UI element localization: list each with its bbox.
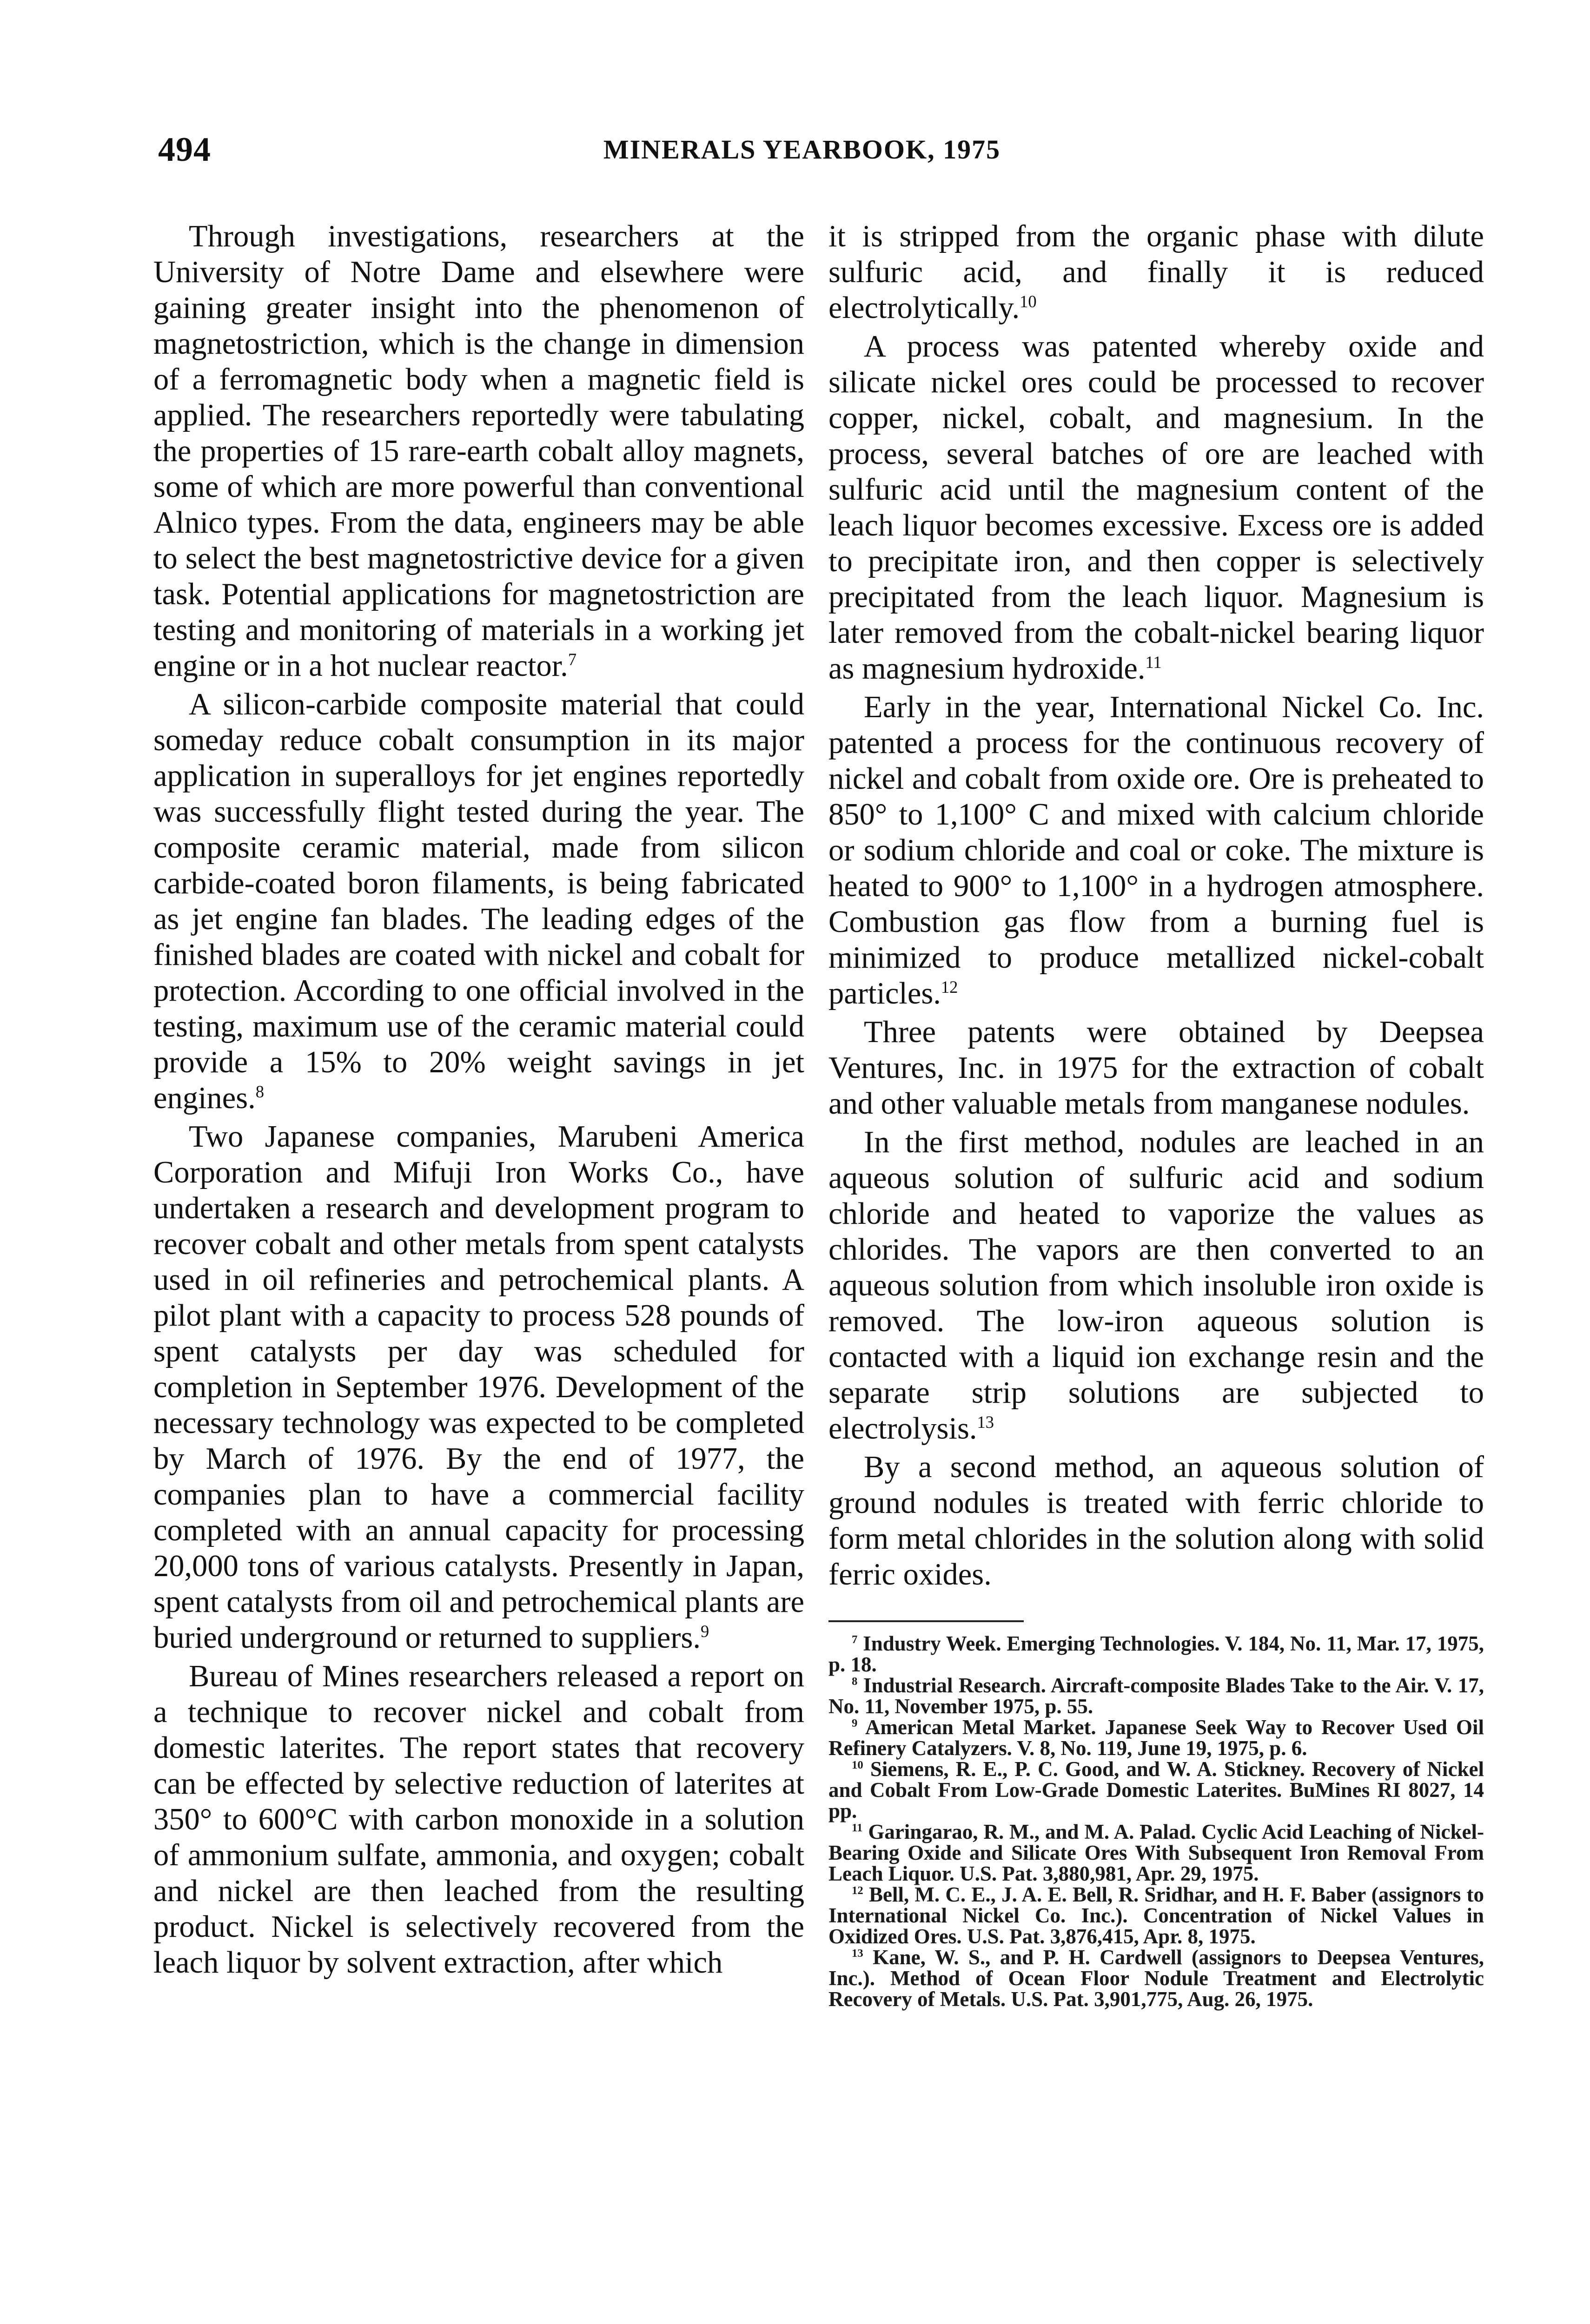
page-number: 494 <box>158 131 211 169</box>
right-column <box>828 218 1484 2010</box>
footnote-text: Industry Week. Emerging Technologies. V. 184, No. 11, Mar. 17, 1975, p. 18. <box>828 1632 1484 1676</box>
footnote <box>828 1675 1484 1717</box>
paragraph-text: Two Japanese companies, Marubeni America Corporation and Mifuji Iron Works Co., have undertaken a research and development program to recover cobalt and other metals from spent catalysts used in oil refineries and petrochemical plants. A pilot plant with a capacity to process 528 pounds of spent catalysts per day was scheduled for completion in September 1976. Development of the necessary technology was expected to be completed by March of 1976. By the end of 1977, the companies plan to have a commercial facility completed with an annual capacity for processing 20,000 tons of various catalysts. Presently in Japan, spent catalysts from oil and petrochemical plants are buried underground or returned to suppliers. <box>153 1120 804 1655</box>
running-title: MINERALS YEARBOOK, 1975 <box>603 134 1001 165</box>
footnote <box>828 1822 1484 1884</box>
footnote-number: 11 <box>852 1822 863 1834</box>
paragraph-continuation <box>828 218 1484 326</box>
footnote <box>828 1947 1484 2010</box>
page-header <box>158 130 1446 186</box>
left-column <box>153 218 804 1981</box>
paragraph-bureau-of-mines <box>153 1658 804 1981</box>
footnote-ref: 11 <box>1145 652 1162 672</box>
footnote-ref: 8 <box>255 1082 265 1101</box>
footnote-ref: 13 <box>977 1412 994 1432</box>
paragraph-silicon-carbide <box>153 687 804 1116</box>
footnote-number: 7 <box>852 1633 858 1646</box>
paragraph-first-method <box>828 1124 1484 1446</box>
paragraph-text: Three patents were obtained by Deepsea Ventures, Inc. in 1975 for the extraction of cobalt and other valuable metals from manganese nodules. <box>828 1015 1484 1121</box>
footnote-divider <box>828 1620 1024 1622</box>
footnote-number: 8 <box>852 1675 858 1688</box>
paragraph-text: A process was patented whereby oxide and silicate nickel ores could be processed to recover copper, nickel, cobalt, and magnesium. In the process, several batches of ore are leached with sulfuric acid until the magnesium content of the leach liquor becomes excessive. Excess ore is added to precipitate iron, and then copper is selectively precipitated from the leach liquor. Magnesium is later removed from the cobalt-nickel bearing liquor as magnesium hydroxide. <box>828 330 1484 686</box>
paragraph-deepsea-patents <box>828 1014 1484 1122</box>
paragraph-text: By a second method, an aqueous solution of ground nodules is treated with ferric chloride to form metal chlorides in the solution along with solid ferric oxides. <box>828 1450 1484 1591</box>
footnote-number: 10 <box>852 1759 863 1771</box>
footnote-number: 13 <box>852 1947 863 1960</box>
footnote <box>828 1884 1484 1947</box>
footnote <box>828 1759 1484 1822</box>
paragraph-text: it is stripped from the organic phase with dilute sulfuric acid, and finally it is reduced electrolytically. <box>828 219 1484 325</box>
footnote-text: Garingarao, R. M., and M. A. Palad. Cyclic Acid Leaching of Nickel-Bearing Oxide and Silicate Ores With Subsequent Iron Removal From Leach Liquor. U.S. Pat. 3,880,981, Apr. 29, 1975. <box>828 1820 1484 1885</box>
footnote-text: American Metal Market. Japanese Seek Way to Recover Used Oil Refinery Catalyzers. V. 8, No. 119, June 19, 1975, p. 6. <box>828 1716 1484 1760</box>
footnote <box>828 1633 1484 1675</box>
paragraph-text: Early in the year, International Nickel Co. Inc. patented a process for the continuous recovery of nickel and cobalt from oxide ore. Ore is preheated to 850° to 1,100° C and mixed with calcium chloride or sodium chloride and coal or coke. The mixture is heated to 900° to 1,100° in a hydrogen atmosphere. Combustion gas flow from a burning fuel is minimized to produce metallized nickel-cobalt particles. <box>828 690 1484 1010</box>
footnote-ref: 12 <box>941 977 958 997</box>
paragraph-text: In the first method, nodules are leached in an aqueous solution of sulfuric acid and sodium chloride and heated to vaporize the values as chlorides. The vapors are then converted to an aqueous solution from which insoluble iron oxide is removed. The low-iron aqueous solution is contacted with a liquid ion exchange resin and the separate strip solutions are subjected to electrolysis. <box>828 1125 1484 1446</box>
footnote-number: 12 <box>852 1884 863 1897</box>
paragraph-japanese-companies <box>153 1119 804 1656</box>
paragraph-magnetostriction <box>153 218 804 684</box>
footnote-number: 9 <box>852 1717 858 1730</box>
footnote-text: Bell, M. C. E., J. A. E. Bell, R. Sridhar, and H. F. Baber (assignors to International Nickel Co. Inc.). Concentration of Nickel Values in Oxidized Ores. U.S. Pat. 3,876,415, Apr. 8, 1975. <box>828 1883 1484 1948</box>
paragraph-text: A silicon-carbide composite material that could someday reduce cobalt consumption in its major application in superalloys for jet engines reportedly was successfully flight tested during the year. The composite ceramic material, made from silicon carbide-coated boron filaments, is being fabricated as jet engine fan blades. The leading edges of the finished blades are coated with nickel and cobalt for protection. According to one official involved in the testing, maximum use of the ceramic material could provide a 15% to 20% weight savings in jet engines. <box>153 687 804 1115</box>
footnote-ref: 9 <box>701 1621 709 1641</box>
footnotes <box>828 1633 1484 2010</box>
footnote-ref: 7 <box>568 649 577 669</box>
footnote-text: Siemens, R. E., P. C. Good, and W. A. Stickney. Recovery of Nickel and Cobalt From Low-Grade Domestic Laterites. BuMines RI 8027, 14 pp. <box>828 1757 1484 1822</box>
footnote <box>828 1717 1484 1759</box>
footnote-text: Kane, W. S., and P. H. Cardwell (assignors to Deepsea Ventures, Inc.). Method of Ocean Floor Nodule Treatment and Electrolytic Recovery of Metals. U.S. Pat. 3,901,775, Aug. 26, 1975. <box>828 1946 1484 2011</box>
paragraph-second-method <box>828 1449 1484 1592</box>
paragraph-process-patent <box>828 329 1484 687</box>
footnote-ref: 10 <box>1020 291 1037 311</box>
paragraph-text: Through investigations, researchers at the University of Notre Dame and elsewhere were gaining greater insight into the phenomenon of magnetostriction, which is the change in dimension of a ferromagnetic body when a magnetic field is applied. The researchers reportedly were tabulating the properties of 15 rare-earth cobalt alloy magnets, some of which are more powerful than conventional Alnico types. From the data, engineers may be able to select the best magnetostrictive device for a given task. Potential applications for magnetostriction are testing and monitoring of materials in a working jet engine or in a hot nuclear reactor. <box>153 219 804 683</box>
paragraph-international-nickel <box>828 689 1484 1011</box>
paragraph-text: Bureau of Mines researchers released a report on a technique to recover nickel and cobalt from domestic laterites. The report states that recovery can be effected by selective reduction of laterites at 350° to 600°C with carbon monoxide in a solution of ammonium sulfate, ammonia, and oxygen; cobalt and nickel are then leached from the resulting product. Nickel is selectively recovered from the leach liquor by solvent extraction, after which <box>153 1659 804 1980</box>
footnote-text: Industrial Research. Aircraft-composite Blades Take to the Air. V. 17, No. 11, November 1975, p. 55. <box>828 1674 1484 1718</box>
